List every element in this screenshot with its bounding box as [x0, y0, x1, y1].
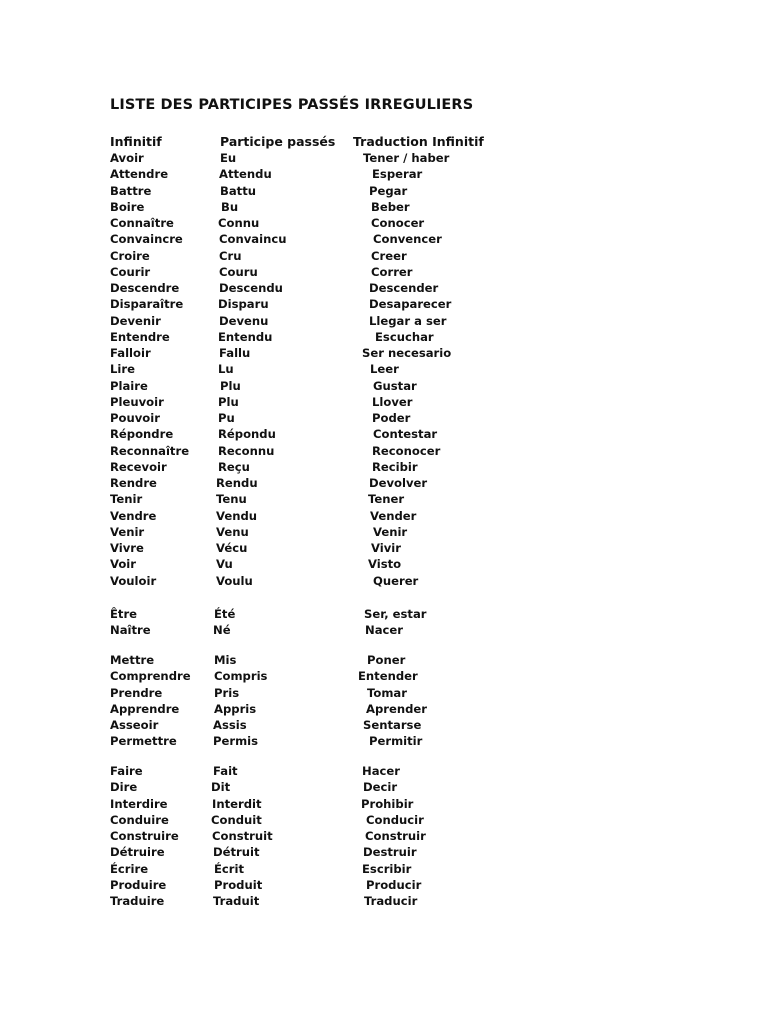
- participe-cell: Descendu: [219, 281, 283, 295]
- infinitif-cell: Voir: [110, 557, 136, 572]
- participe-cell: Détruit: [213, 845, 260, 860]
- participe-cell: Permis: [213, 734, 259, 749]
- participe-cell: Disparu: [218, 297, 269, 312]
- participe-cell: Devenu: [219, 313, 269, 328]
- infinitif-cell: Devenir: [110, 313, 161, 328]
- infinitif-cell: Attendre: [110, 167, 169, 182]
- infinitif-cell: Battre: [110, 183, 152, 198]
- participe-cell: Couru: [219, 264, 258, 279]
- participe-cell: Pu: [218, 411, 235, 425]
- table-row: [0, 622, 768, 638]
- table-row: [0, 524, 768, 540]
- traduction-cell: Conducir: [366, 812, 424, 827]
- participe-cell: Rendu: [216, 476, 258, 490]
- infinitif-cell: Reconnaître: [110, 443, 190, 458]
- table-row: [0, 166, 768, 182]
- participe-cell: Produit: [214, 877, 263, 892]
- traduction-cell: Pegar: [369, 183, 408, 198]
- traduction-cell: Devolver: [369, 476, 428, 490]
- traduction-cell: Tener / haber: [363, 151, 450, 165]
- infinitif-cell: Courir: [110, 264, 151, 279]
- traduction-cell: Correr: [371, 264, 413, 279]
- traduction-cell: Hacer: [362, 764, 400, 778]
- traduction-cell: Nacer: [365, 623, 403, 638]
- traduction-cell: Esperar: [372, 167, 423, 182]
- traduction-cell: Ser, estar: [364, 607, 427, 621]
- participe-cell: Interdit: [212, 796, 262, 811]
- infinitif-cell: Lire: [110, 362, 135, 377]
- infinitif-cell: Entendre: [110, 329, 170, 344]
- table-row: [0, 150, 768, 166]
- traduction-cell: Descender: [369, 281, 439, 295]
- participe-cell: Écrit: [214, 861, 245, 876]
- traduction-cell: Construir: [365, 829, 426, 843]
- traduction-cell: Reconocer: [372, 443, 441, 458]
- infinitif-cell: Rendre: [110, 476, 157, 490]
- traduction-cell: Poder: [372, 411, 411, 425]
- participe-cell: Traduit: [213, 894, 260, 908]
- infinitif-cell: Falloir: [110, 346, 151, 360]
- traduction-cell: Recibir: [372, 459, 418, 474]
- participe-cell: Plu: [218, 394, 239, 409]
- traduction-cell: Permitir: [369, 734, 423, 749]
- participe-cell: Vécu: [216, 541, 248, 555]
- table-row: [0, 861, 768, 877]
- participe-cell: Battu: [220, 183, 256, 198]
- table-row: [0, 215, 768, 231]
- infinitif-cell: Tenir: [110, 492, 143, 507]
- table-row: [0, 345, 768, 361]
- traduction-cell: Beber: [371, 199, 410, 214]
- infinitif-cell: Disparaître: [110, 297, 184, 312]
- table-row: [0, 779, 768, 795]
- traduction-cell: Poner: [367, 653, 406, 667]
- participe-cell: Fallu: [219, 346, 251, 360]
- infinitif-cell: Asseoir: [110, 718, 159, 732]
- infinitif-cell: Pouvoir: [110, 411, 160, 425]
- participe-cell: Attendu: [219, 167, 272, 182]
- traduction-cell: Desaparecer: [369, 297, 452, 312]
- traduction-cell: Llover: [372, 394, 413, 409]
- infinitif-cell: Connaître: [110, 216, 174, 230]
- infinitif-cell: Naître: [110, 623, 151, 638]
- traduction-cell: Prohibir: [361, 796, 414, 811]
- table-row: [0, 508, 768, 524]
- table-row: [0, 573, 768, 589]
- participe-cell: Vu: [216, 557, 233, 572]
- header-infinitif: Infinitif: [110, 134, 162, 149]
- infinitif-cell: Mettre: [110, 653, 155, 667]
- infinitif-cell: Être: [110, 607, 138, 621]
- traduction-cell: Gustar: [373, 378, 417, 393]
- infinitif-cell: Interdire: [110, 796, 168, 811]
- participe-cell: Tenu: [216, 492, 247, 507]
- table-row: [0, 763, 768, 779]
- table-row: [0, 394, 768, 410]
- table-row: [0, 296, 768, 312]
- header-participe: Participe passés: [220, 134, 336, 149]
- traduction-cell: Aprender: [366, 701, 427, 716]
- participe-cell: Vendu: [216, 508, 258, 523]
- participe-cell: Dit: [211, 780, 231, 795]
- traduction-cell: Vivir: [371, 541, 401, 555]
- infinitif-cell: Recevoir: [110, 459, 167, 474]
- table-row: [0, 893, 768, 909]
- infinitif-cell: Détruire: [110, 845, 165, 860]
- table-row: [0, 459, 768, 475]
- table-row: [0, 329, 768, 345]
- table-row: [0, 426, 768, 442]
- participe-cell: Convaincu: [219, 232, 287, 247]
- traduction-cell: Llegar a ser: [369, 313, 447, 328]
- infinitif-cell: Faire: [110, 764, 143, 778]
- participe-cell: Compris: [214, 669, 268, 684]
- table-row: [0, 652, 768, 668]
- participe-cell: Conduit: [211, 812, 262, 827]
- table-row: [0, 361, 768, 377]
- table-row: [0, 264, 768, 280]
- traduction-cell: Destruir: [363, 845, 417, 860]
- table-row: [0, 556, 768, 572]
- infinitif-cell: Convaincre: [110, 232, 183, 247]
- traduction-cell: Sentarse: [363, 718, 422, 732]
- table-row: [0, 812, 768, 828]
- table-row: [0, 877, 768, 893]
- traduction-cell: Tener: [368, 492, 405, 507]
- infinitif-cell: Descendre: [110, 281, 180, 295]
- infinitif-cell: Vivre: [110, 541, 144, 555]
- infinitif-cell: Apprendre: [110, 701, 180, 716]
- table-row: [0, 701, 768, 717]
- participe-cell: Assis: [213, 718, 247, 732]
- table-row: [0, 668, 768, 684]
- traduction-cell: Creer: [371, 248, 407, 263]
- table-row: [0, 410, 768, 426]
- participe-cell: Entendu: [218, 329, 273, 344]
- infinitif-cell: Pleuvoir: [110, 394, 164, 409]
- participe-cell: Été: [214, 607, 236, 621]
- infinitif-cell: Produire: [110, 877, 167, 892]
- participe-cell: Lu: [218, 362, 234, 377]
- participe-cell: Bu: [221, 199, 239, 214]
- infinitif-cell: Comprendre: [110, 669, 191, 684]
- participe-cell: Eu: [220, 151, 237, 165]
- traduction-cell: Producir: [366, 877, 422, 892]
- infinitif-cell: Prendre: [110, 685, 163, 700]
- participe-cell: Fait: [213, 764, 238, 778]
- table-row: [0, 443, 768, 459]
- traduction-cell: Escuchar: [375, 329, 434, 344]
- traduction-cell: Vender: [370, 508, 417, 523]
- participe-cell: Plu: [220, 378, 241, 393]
- table-row: [0, 844, 768, 860]
- traduction-cell: Contestar: [373, 427, 438, 442]
- traduction-cell: Traducir: [364, 894, 418, 908]
- table-row: [0, 231, 768, 247]
- traduction-cell: Venir: [373, 524, 408, 539]
- infinitif-cell: Traduire: [110, 894, 165, 908]
- participe-cell: Reconnu: [218, 443, 275, 458]
- header-traduction: Traduction Infinitif: [353, 134, 484, 149]
- participe-cell: Construit: [212, 829, 273, 843]
- participe-cell: Voulu: [216, 573, 253, 588]
- document-title: LISTE DES PARTICIPES PASSÉS IRREGULIERS: [110, 97, 474, 113]
- table-row: [0, 796, 768, 812]
- traduction-cell: Entender: [358, 669, 418, 684]
- table-row: [0, 606, 768, 622]
- table-row: [0, 828, 768, 844]
- participe-cell: Pris: [214, 685, 240, 700]
- infinitif-cell: Répondre: [110, 427, 174, 442]
- table-row: [0, 685, 768, 701]
- table-row: [0, 717, 768, 733]
- infinitif-cell: Vouloir: [110, 573, 157, 588]
- participe-cell: Mis: [214, 653, 237, 667]
- participe-cell: Appris: [214, 701, 257, 716]
- infinitif-cell: Plaire: [110, 378, 148, 393]
- traduction-cell: Querer: [373, 573, 419, 588]
- traduction-cell: Visto: [368, 557, 402, 572]
- traduction-cell: Escribir: [362, 861, 412, 876]
- participe-cell: Répondu: [218, 427, 276, 442]
- infinitif-cell: Boire: [110, 199, 145, 214]
- table-row: [0, 248, 768, 264]
- traduction-cell: Decir: [363, 780, 398, 795]
- table-row: [0, 733, 768, 749]
- table-row: [0, 475, 768, 491]
- infinitif-cell: Venir: [110, 524, 145, 539]
- traduction-cell: Convencer: [373, 232, 442, 247]
- traduction-cell: Conocer: [371, 216, 425, 230]
- participe-cell: Né: [213, 623, 231, 638]
- infinitif-cell: Permettre: [110, 734, 177, 749]
- infinitif-cell: Vendre: [110, 508, 157, 523]
- table-row: [0, 378, 768, 394]
- infinitif-cell: Écrire: [110, 861, 149, 876]
- participe-cell: Reçu: [218, 459, 250, 474]
- table-row: [0, 491, 768, 507]
- infinitif-cell: Avoir: [110, 151, 144, 165]
- table-row: [0, 540, 768, 556]
- traduction-cell: Tomar: [367, 685, 407, 700]
- table-row: [0, 199, 768, 215]
- participe-cell: Connu: [218, 216, 260, 230]
- table-row: [0, 280, 768, 296]
- participe-cell: Venu: [216, 524, 249, 539]
- infinitif-cell: Croire: [110, 248, 150, 263]
- table-row: [0, 313, 768, 329]
- traduction-cell: Leer: [370, 362, 399, 377]
- table-row: [0, 183, 768, 199]
- traduction-cell: Ser necesario: [362, 346, 452, 360]
- infinitif-cell: Conduire: [110, 812, 169, 827]
- infinitif-cell: Dire: [110, 780, 138, 795]
- participe-cell: Cru: [219, 248, 242, 263]
- infinitif-cell: Construire: [110, 829, 179, 843]
